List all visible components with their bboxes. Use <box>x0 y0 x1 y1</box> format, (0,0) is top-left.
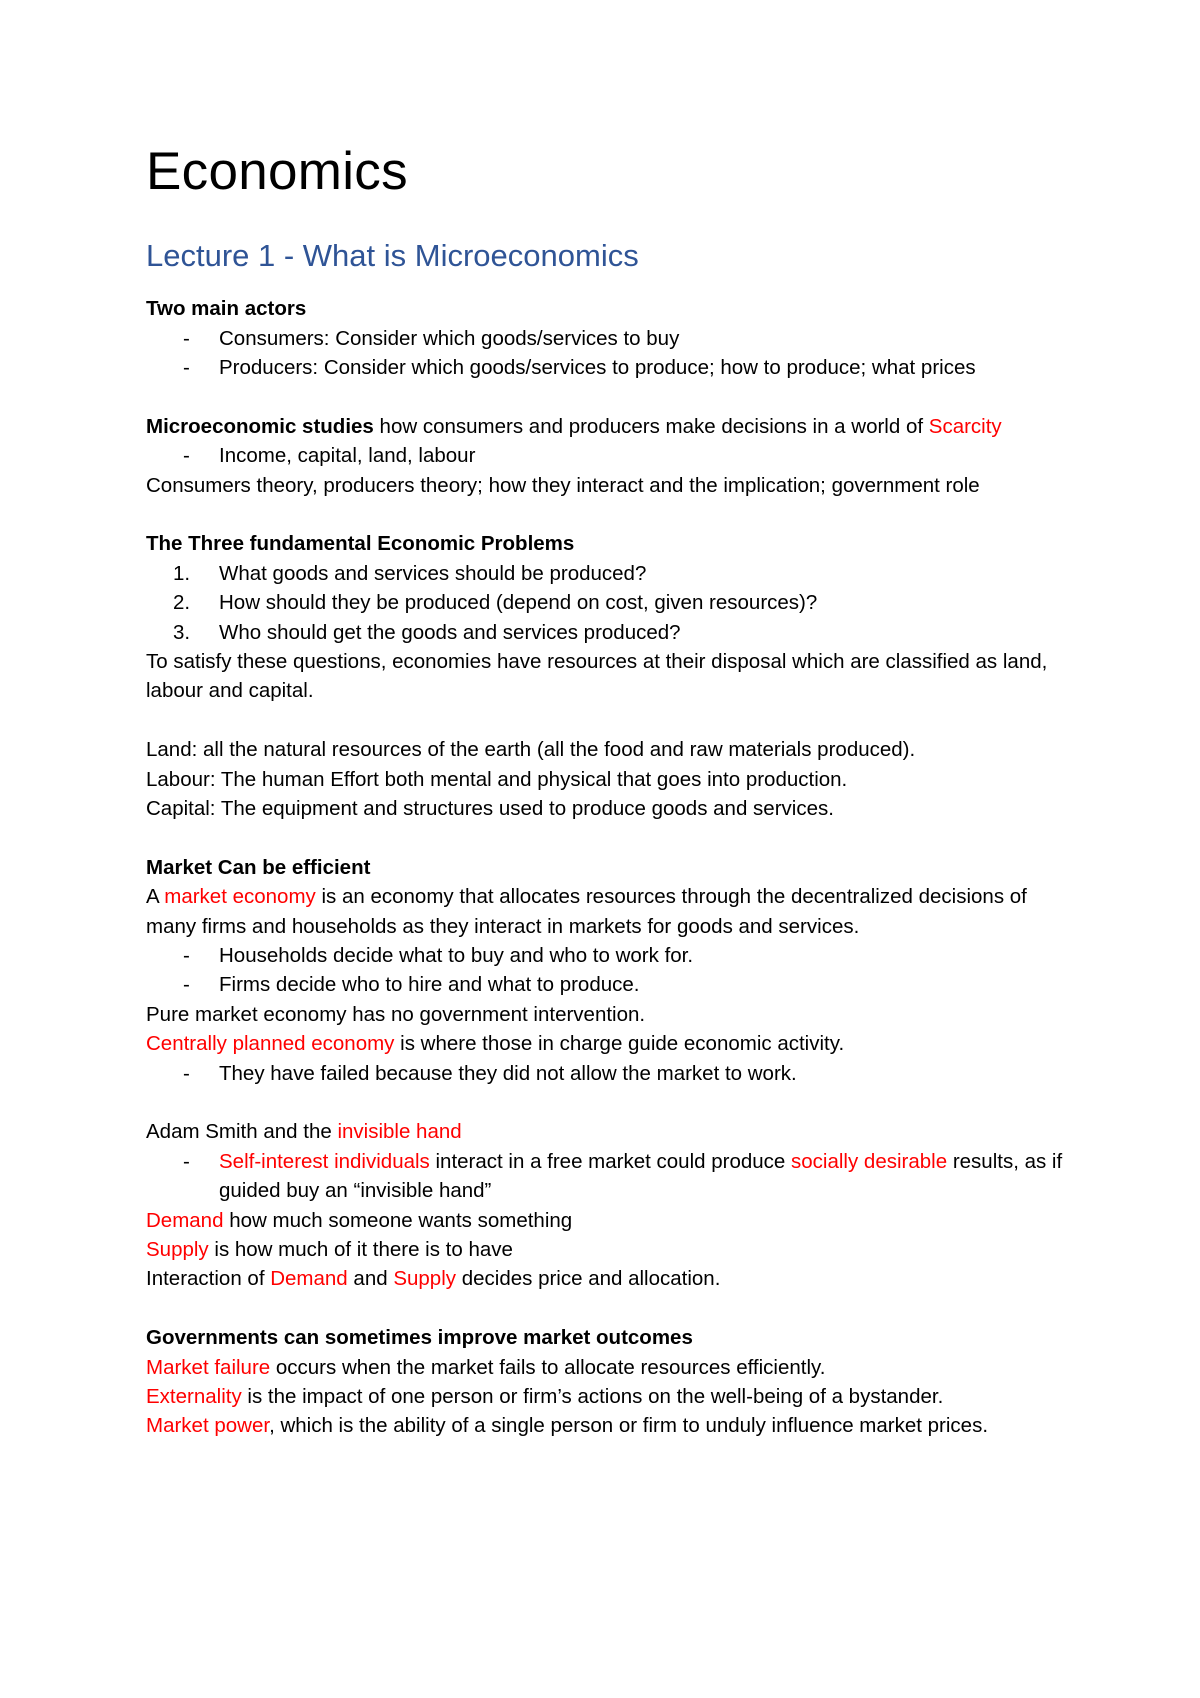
list-item-text: Households decide what to buy and who to work for. <box>219 944 694 967</box>
smith-bullet-mid: interact in a free market could produce <box>429 1149 792 1173</box>
list-item-text: Firms decide who to hire and what to produce. <box>219 973 640 997</box>
power-def: , which is the ability of a single person or firm to unduly influence market prices. <box>269 1414 989 1438</box>
bullet-marker: - <box>183 326 190 350</box>
market-def-text: is an economy that allocates resources through the decentralized decisions of many firms and households as they interact in markets for goods and services. <box>146 885 1027 938</box>
list-item <box>146 324 1080 353</box>
market-article: A <box>146 885 165 909</box>
list-item <box>146 618 1080 647</box>
market-power-line <box>146 1411 1080 1440</box>
list-item <box>146 441 1080 470</box>
number-marker: 2. <box>173 591 191 615</box>
list-item-text: How should they be produced (depend on cost, given resources)? <box>219 591 818 615</box>
gov-heading: Governments can sometimes improve market outcomes <box>146 1326 693 1350</box>
demand-def: how much someone wants something <box>223 1208 573 1232</box>
list-item-text: Consumers: Consider which goods/services to buy <box>219 326 680 350</box>
term-supply: Supply <box>393 1267 457 1291</box>
document-title: Economics <box>146 142 408 201</box>
term-centrally-planned: Centrally planned economy <box>146 1032 395 1056</box>
list-item <box>146 1147 1080 1206</box>
interaction-line <box>146 1264 1080 1293</box>
failure-def: occurs when the market fails to allocate resources efficiently. <box>270 1355 826 1379</box>
bullet-marker: - <box>183 973 190 997</box>
term-market-power: Market power <box>146 1414 270 1438</box>
externality-def: is the impact of one person or firm’s actions on the well-being of a bystander. <box>241 1385 944 1409</box>
bullet-marker: - <box>183 355 190 379</box>
actors-heading: Two main actors <box>146 297 307 321</box>
term-demand: Demand <box>270 1267 348 1291</box>
list-item-text: What goods and services should be produced? <box>219 561 647 585</box>
bullet-marker: - <box>183 1149 190 1173</box>
list-item <box>146 1059 1080 1088</box>
externality-line <box>146 1382 1080 1411</box>
micro-theories: Consumers theory, producers theory; how they interact and the implication; government role <box>146 473 980 497</box>
term-demand: Demand <box>146 1208 224 1232</box>
resource-labour: Labour: The human Effort both mental and physical that goes into production. <box>146 767 848 791</box>
micro-paragraph <box>146 412 1080 441</box>
bullet-marker: - <box>183 944 190 967</box>
central-def-text: is where those in charge guide economic activity. <box>394 1032 845 1056</box>
resource-land: Land: all the natural resources of the earth (all the food and raw materials produced). <box>146 738 916 762</box>
smith-bullet-end: results, as if guided buy an “invisible hand” <box>219 1149 1063 1203</box>
term-scarcity: Scarcity <box>928 414 1002 438</box>
micro-text: how consumers and producers make decisions in a world of <box>373 414 929 438</box>
term-market-economy: market economy <box>164 885 316 909</box>
list-item-text: Income, capital, land, labour <box>219 444 476 468</box>
term-self-interest: Self-interest individuals <box>219 1149 430 1173</box>
list-item-text: They have failed because they did not allow the market to work. <box>219 1061 797 1085</box>
interaction-end: decides price and allocation. <box>456 1267 721 1291</box>
list-item-text: Producers: Consider which goods/services to produce; how to produce; what prices <box>219 355 976 379</box>
list-item <box>146 970 1080 999</box>
list-item <box>146 941 1080 970</box>
number-marker: 3. <box>173 620 191 644</box>
interaction-and: and <box>347 1267 394 1291</box>
resource-capital: Capital: The equipment and structures used to produce goods and services. <box>146 796 834 820</box>
lecture-heading: Lecture 1 - What is Microeconomics <box>146 237 639 273</box>
demand-line <box>146 1206 1080 1235</box>
supply-def: is how much of it there is to have <box>208 1238 513 1262</box>
list-item <box>146 353 1080 382</box>
supply-line <box>146 1235 1080 1264</box>
market-failure-line <box>146 1353 1080 1382</box>
term-market-failure: Market failure <box>146 1355 271 1379</box>
interaction-a: Interaction of <box>146 1267 271 1291</box>
number-marker: 1. <box>173 561 191 585</box>
market-definition <box>146 882 1080 941</box>
central-planned <box>146 1029 1080 1058</box>
list-item <box>146 588 1080 617</box>
bullet-marker: - <box>183 1061 190 1085</box>
list-item <box>146 559 1080 588</box>
problems-summary: To satisfy these questions, economies have resources at their disposal which are classified as land, labour and capital. <box>146 649 1048 703</box>
pure-market: Pure market economy has no government intervention. <box>146 1002 646 1026</box>
smith-lead: Adam Smith and the <box>146 1120 338 1144</box>
problems-heading: The Three fundamental Economic Problems <box>146 532 575 556</box>
term-externality: Externality <box>146 1385 242 1409</box>
micro-lead: Microeconomic studies <box>146 414 374 438</box>
bullet-marker: - <box>183 444 190 468</box>
term-supply: Supply <box>146 1238 209 1262</box>
term-socially-desirable: socially desirable <box>791 1149 948 1173</box>
list-item-text: Who should get the goods and services produced? <box>219 620 681 644</box>
market-heading: Market Can be efficient <box>146 855 371 879</box>
term-invisible-hand: invisible hand <box>337 1120 462 1144</box>
smith-heading <box>146 1117 1080 1146</box>
